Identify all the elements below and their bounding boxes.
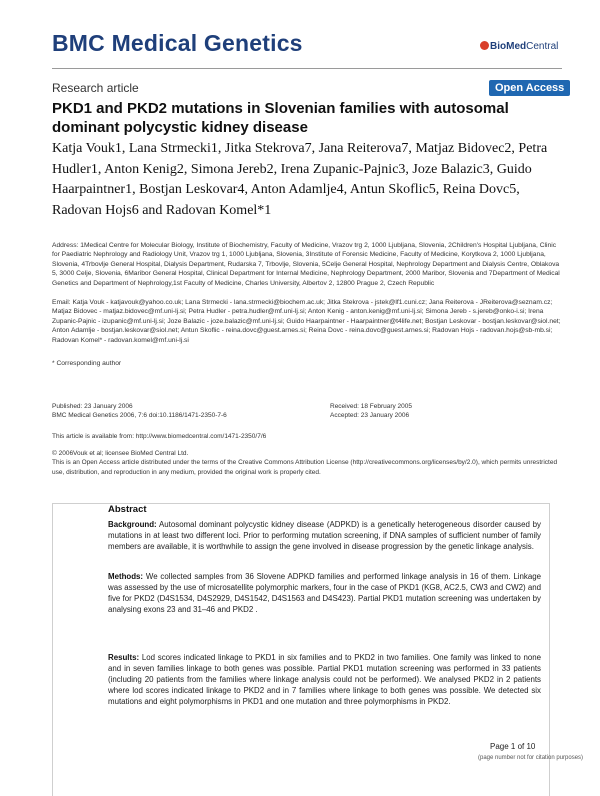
logo-dot-icon (480, 41, 489, 50)
abstract-methods (108, 571, 541, 615)
review-dates (330, 402, 412, 421)
background-text: Autosomal dominant polycystic kidney disease (ADPKD) is a genetically heterogeneous disorder caused by mutations in at least two different loci. Prior to performing mutation screening, if DNA samples of sufficient number of family members are available, it is worthwhile to assign the gene involved in disease progression by the genetic linkage analysis. (108, 520, 541, 551)
publication-info (52, 402, 227, 421)
open-access-badge: Open Access (489, 80, 570, 96)
article-title: PKD1 and PKD2 mutations in Slovenian families with autosomal dominant polycystic kidney disease (52, 100, 509, 136)
license-text: This is an Open Access article distributed under the terms of the Creative Commons Attribution License (http://creativecommons.org/licenses/by/2.0), which permits unrestricted use, distribution, and reproduction in any medium, provided the original work is properly cited. (52, 459, 558, 476)
abstract-background (108, 519, 541, 552)
page-number: Page 1 of 10 (490, 742, 536, 751)
methods-text: We collected samples from 36 Slovene ADPKD families and performed linkage analysis in 16 of them. Linkage was assessed by the use of microsatellite polymorphic markers, four in the case of PKD1 (KG8, AC2.5, CW3 and CW2) and five for PKD2 (D4S1534, D4S2929, D4S1542, D4S1563 and D4S423). Partial PKD1 mutation screening was undertaken by analysing exons 23 and 31–46 and PKD2 . (108, 572, 541, 614)
logo-text-bold: BioMed (490, 41, 527, 52)
received-date: Received: 18 February 2005 (330, 403, 413, 410)
abstract-heading: Abstract (108, 504, 147, 515)
background-label: Background: (108, 520, 157, 529)
methods-label: Methods: (108, 572, 144, 581)
abstract-section (52, 503, 550, 796)
results-label: Results: (108, 653, 140, 662)
corresponding-author-note: * Corresponding author (52, 360, 122, 367)
copyright-block (52, 449, 562, 477)
article-type: Research article (52, 81, 139, 95)
page-number-note: (page number not for citation purposes) (478, 755, 584, 761)
results-text: Lod scores indicated linkage to PKD1 in six families and to PKD2 in two families. One family was linked to none and in seven families linkage to both genes was possible. Partial PKD1 mutation screening was performed in 33 patients (including 20 patients from the families where linkage analysis could not be performed). We analysed PKD2 in 2 patients where lod scores indicated linkage to PKD2 and in 7 families where linkage to both genes was possible. We detected six mutations and eight polymorphisms in PKD1 and one mutation and three polymorphisms in PKD2. (108, 653, 541, 706)
published-date: Published: 23 January 2006 (52, 403, 133, 410)
author-list: Katja Vouk1, Lana Strmecki1, Jitka Stekrova7, Jana Reiterova7, Matjaz Bidovec2, Petra Hudler1, Anton Kenig2, Simona Jereb2, Irena Zupanic-Pajnic3, Joze Balazic3, Guido Haarpaintner1, Bostjan Leskovar4, Anton Adamlje4, Antun Skoflic5, Reina Dovc5, Radovan Hojs6 and Radovan Komel*1 (52, 141, 548, 218)
accepted-date: Accepted: 23 January 2006 (330, 412, 410, 420)
abstract-results (108, 652, 541, 707)
author-emails: Email: Katja Vouk - katjavouk@yahoo.co.uk; Lana Strmecki - lana.strmecki@biochem.ac.uk; Jitka Stekrova - jstek@lf1.cuni.cz; Jana Reiterova - JReiterova@seznam.cz; Matjaz Bidovec - matjaz.bidovec@mf.uni-lj.si; Petra Hudler - petra.hudler@mf.uni-lj.si; Anton Kenig - anton.kenig@mf.uni-lj.si; Simona Jereb - s.jereb@onko-i.si; Irena Zupanic-Pajnic - izupanic@mf.uni-lj.si; Joze Balazic - joze.balazic@mf.uni-lj.si; Guido Haarpaintner - Haarpaintner@t4life.net; Bostjan Leskovar - bostjan.leskovar@siol.net; Anton Adamlje - bostjan.leskovar@siol.net; Antun Skoflic - reina.dovc@guest.arnes.si; Reina Dovc - reina.dovc@guest.arnes.si; Radovan Hojs - radovan.hojs@sb-mb.si; Radovan Komel* - radovan.komel@mf.uni-lj.si (52, 299, 561, 344)
citation: BMC Medical Genetics 2006, 7:6 doi:10.1186/1471-2350-7-6 (52, 412, 227, 420)
header-divider (52, 68, 562, 69)
author-addresses: Address: 1Medical Centre for Molecular Biology, Institute of Biochemistry, Faculty of Medicine, Vrazov trg 2, 1000 Ljubljana, Slovenia, 2Children's Hospital Ljubljana, Clinic for Paediatric Nephrology and Radiology Unit, Vrazov trg 1, 1000 Ljubljana, Slovenia, 3Institute of Forensic Medicine, Faculty of Medicine, Korytkova 2, 1000 Ljubljana, Slovenia, 4Trbovlje General Hospital, Dialysis Department, Rudarska 7, Trbovlje, Slovenia, 5Celje General Hospital, Nephrology Department and Dialysis Centre, Oblakova 5, 3000 Celje, Slovenia, 6Maribor General Hospital, Clinical Department for Internal Medicine, Nephrology Department, 2000 Maribor, Slovenia and 7Department of Medical Genetics and Department of Nephrology,1st Faculty of Medicine, Charles University, Albertov 2, 12800 Prague 2, Czech Republic (52, 242, 560, 287)
journal-title: BMC Medical Genetics (52, 30, 303, 56)
logo-text-rest: Central (526, 41, 559, 52)
article-url[interactable]: This article is available from: http://www.biomedcentral.com/1471-2350/7/6 (52, 433, 267, 440)
biomed-central-logo (480, 36, 562, 56)
copyright: © 2006Vouk et al; licensee BioMed Central Ltd. (52, 450, 189, 457)
